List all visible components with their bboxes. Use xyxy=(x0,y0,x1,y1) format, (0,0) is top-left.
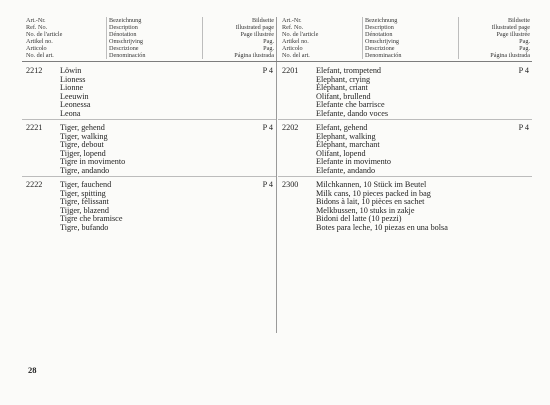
header-art-nr xyxy=(26,18,96,59)
illustrated-page-ref: P 4 xyxy=(262,123,273,132)
catalog-entry xyxy=(22,181,276,238)
right-column xyxy=(278,17,532,337)
left-entries xyxy=(22,67,276,238)
header-line: Page illustrée xyxy=(496,30,530,38)
header-line: Pag. xyxy=(519,37,530,45)
article-name: Elefante, dando voces xyxy=(316,108,389,118)
article-name: Elefante in movimento xyxy=(316,157,392,166)
article-name: Tijger, blazend xyxy=(60,205,109,215)
column-divider xyxy=(276,17,277,333)
article-names xyxy=(316,124,486,175)
header-separator xyxy=(362,17,363,59)
catalog-entry xyxy=(278,67,532,124)
entry-divider xyxy=(278,176,532,177)
article-name: Leona xyxy=(60,108,81,118)
article-name: Löwin xyxy=(60,66,82,75)
right-entries xyxy=(278,67,532,238)
article-name: Tigre, debout xyxy=(60,140,104,149)
article-name: Tijger, lopend xyxy=(60,148,106,158)
header-line: Bildseite xyxy=(508,17,530,24)
header-line: No. de l'article xyxy=(26,30,63,38)
article-names xyxy=(60,124,230,175)
article-name: Milchkannen, 10 Stück im Beutel xyxy=(316,180,427,189)
header-line: No. del art. xyxy=(282,51,310,59)
illustrated-page-ref: P 4 xyxy=(262,66,273,75)
header-bezeichnung xyxy=(365,18,455,59)
header-line: Articolo xyxy=(26,44,47,52)
entry-divider xyxy=(22,119,276,120)
left-header xyxy=(22,17,276,59)
article-name: Tigre, bufando xyxy=(60,222,109,232)
header-line: Dénotation xyxy=(365,30,393,38)
article-name: Bidoni del latte (10 pezzi) xyxy=(316,214,402,223)
article-name: Leonessa xyxy=(60,100,91,109)
article-name: Bidons à lait, 10 pièces en sachet xyxy=(316,197,425,206)
article-number: 2212 xyxy=(26,66,43,75)
catalog-entry xyxy=(22,67,276,124)
article-names xyxy=(60,67,230,118)
header-rule xyxy=(22,61,532,62)
article-name: Elefante che barrisce xyxy=(316,100,385,109)
catalog-page xyxy=(22,17,532,389)
article-number: 2201 xyxy=(282,66,299,75)
article-name: Olifant, brullend xyxy=(316,91,371,101)
article-names xyxy=(316,181,486,232)
header-line: Art.-Nr. xyxy=(282,17,302,24)
header-line: Illustrated page xyxy=(491,23,530,31)
header-bezeichnung xyxy=(109,18,199,59)
header-line: Denominación xyxy=(365,51,402,59)
article-name: Leeuwin xyxy=(60,91,89,101)
article-name: Tigre, andando xyxy=(60,165,110,175)
article-name: Tigre in movimento xyxy=(60,157,126,166)
header-bildseite xyxy=(194,18,274,59)
header-line: Artikel no. xyxy=(26,37,53,45)
article-name: Milk cans, 10 pieces packed in bag xyxy=(316,188,431,198)
article-number: 2202 xyxy=(282,123,299,132)
header-line: Descrizione xyxy=(365,44,395,52)
header-line: Pag. xyxy=(263,44,274,52)
entry-divider xyxy=(278,119,532,120)
article-name: Elefant, trompetend xyxy=(316,66,382,75)
header-line: Articolo xyxy=(282,44,303,52)
article-name: Éléphant, marchant xyxy=(316,140,380,149)
article-name: Elephant, walking xyxy=(316,131,376,141)
header-line: Ref. No. xyxy=(282,23,304,31)
header-line: No. del art. xyxy=(26,51,54,59)
header-line: Illustrated page xyxy=(235,23,274,31)
header-line: Omschrijving xyxy=(109,37,144,45)
header-line: Description xyxy=(109,23,138,31)
article-name: Tiger, fauchend xyxy=(60,180,112,189)
header-line: Ref. No. xyxy=(26,23,48,31)
article-name: Botes para leche, 10 piezas en una bolsa xyxy=(316,222,448,232)
right-header xyxy=(278,17,532,59)
left-column xyxy=(22,17,276,337)
header-separator xyxy=(106,17,107,59)
header-line: Page illustrée xyxy=(240,30,274,38)
article-name: Tigre che bramisce xyxy=(60,214,123,223)
article-number: 2222 xyxy=(26,180,43,189)
illustrated-page-ref: P 4 xyxy=(518,66,529,75)
header-art-nr xyxy=(282,18,352,59)
header-line: Descrizione xyxy=(109,44,139,52)
article-name: Lioness xyxy=(60,74,86,84)
article-name: Tiger, spitting xyxy=(60,188,106,198)
catalog-entry xyxy=(22,124,276,181)
header-line: Art.-Nr. xyxy=(26,17,46,24)
article-name: Elefant, gehend xyxy=(316,123,368,132)
header-line: Description xyxy=(365,23,394,31)
article-names xyxy=(316,67,486,118)
header-bildseite xyxy=(450,18,530,59)
header-line: Artikel no. xyxy=(282,37,309,45)
header-line: Dénotation xyxy=(109,30,137,38)
illustrated-page-ref: P 4 xyxy=(262,180,273,189)
article-name: Tiger, walking xyxy=(60,131,108,141)
header-line: Denominación xyxy=(109,51,146,59)
header-line: Página ilustrada xyxy=(234,51,274,59)
header-line: Pag. xyxy=(519,44,530,52)
article-name: Éléphant, criant xyxy=(316,83,368,92)
illustrated-page-ref: P 4 xyxy=(518,123,529,132)
article-name: Olifant, lopend xyxy=(316,148,366,158)
header-line: Omschrijving xyxy=(365,37,400,45)
article-name: Tiger, gehend xyxy=(60,123,105,132)
article-name: Elefante, andando xyxy=(316,165,376,175)
article-name: Melkbussen, 10 stuks in zakje xyxy=(316,205,415,215)
article-number: 2221 xyxy=(26,123,43,132)
article-name: Lionne xyxy=(60,83,84,92)
header-line: Página ilustrada xyxy=(490,51,530,59)
page-number: 28 xyxy=(28,365,37,375)
header-line: Pag. xyxy=(263,37,274,45)
header-line: Bildseite xyxy=(252,17,274,24)
catalog-entry xyxy=(278,181,532,238)
header-line: No. de l'article xyxy=(282,30,319,38)
article-name: Tigre, félissant xyxy=(60,197,109,206)
header-line: Bezeichnung xyxy=(109,17,142,24)
article-names xyxy=(60,181,230,232)
article-name: Elephant, crying xyxy=(316,74,371,84)
article-number: 2300 xyxy=(282,180,299,189)
header-line: Bezeichnung xyxy=(365,17,398,24)
entry-divider xyxy=(22,176,276,177)
catalog-entry xyxy=(278,124,532,181)
